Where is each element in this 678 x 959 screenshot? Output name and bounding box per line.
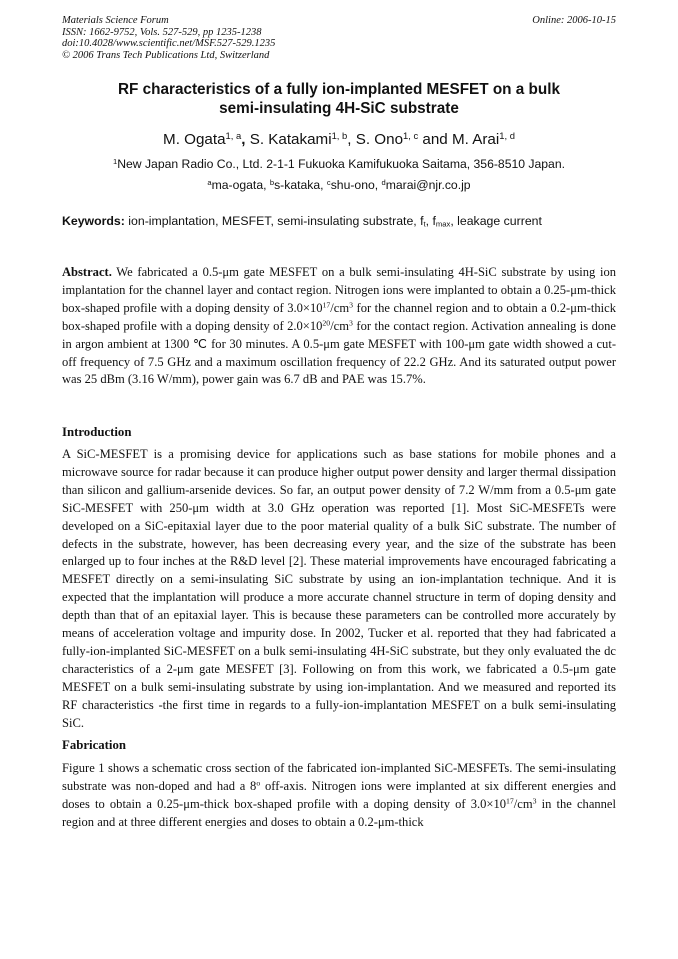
email-superscript: b: [269, 177, 275, 187]
abstract-superscript: 3: [349, 300, 354, 310]
author-emails: [62, 178, 616, 192]
abstract-label: Abstract.: [62, 265, 112, 279]
abstract-text: /cm: [330, 300, 350, 315]
keywords-subscript: max: [435, 219, 451, 229]
abstract-superscript: 17: [322, 300, 331, 310]
email: marai@njr.co.jp: [385, 178, 471, 192]
author-name: S. Ono: [355, 131, 404, 148]
author-name: S. Katakami: [249, 131, 332, 148]
abstract-text: for the contact region. Activation annealing is done in argon ambient at 1300 ℃ for 30 minutes. A 0.5-μm gate MESFET with 100-μm gate width showed a cut-off frequency of 7.5 GHz and a maximum oscillation frequency of 22.2 GHz. And its saturated output power was 25 dBm (3.16 W/mm), power gain was 6.7 dB and PAE was 15.7%.: [62, 318, 616, 387]
issn-line: ISSN: 1662-9752, Vols. 527-529, pp 1235-1238: [62, 26, 262, 38]
fabrication-text-part: Figure 1 shows a schematic cross section of the fabricated ion-implanted SiC-MESFETs. The semi-insulating substrate was non-doped and had a 8: [62, 761, 616, 793]
email: shu-ono,: [330, 178, 382, 192]
abstract-text: for the channel region and to obtain a 0.2-μm-thick box-shaped profile with a doping density of 2.0×10: [62, 300, 616, 333]
author-list: M. Ogata$^{1, a}$, S. Katakami$^{1, b}$, S. Ono$^{1, c}$ and M. Arai$^{1, d}$: [163, 129, 515, 148]
copyright-line: © 2006 Trans Tech Publications Ltd, Switzerland: [62, 49, 270, 61]
affiliation-text: New Japan Radio Co., Ltd. 2-1-1 Fukuoka Kamifukuoka Saitama, 356-8510 Japan.: [117, 157, 566, 171]
author-name: M. Arai: [451, 131, 500, 148]
keywords-text: ion-implantation, MESFET, semi-insulating substrate, f: [124, 214, 424, 228]
title-line-1: RF characteristics of a fully ion-implanted MESFET on a bulk: [118, 81, 560, 98]
author-superscript: 1, a: [225, 129, 242, 141]
journal-header: [62, 15, 275, 61]
fabrication-superscript: 3: [532, 796, 537, 806]
fabrication-heading: Fabrication: [62, 738, 126, 752]
email: ma-ogata,: [211, 178, 270, 192]
author-name: M. Ogata: [163, 131, 226, 148]
email-superscript: c: [326, 177, 331, 187]
email-superscript: a: [207, 177, 212, 187]
doi-line: doi:10.4028/www.scientific.net/MSF.527-529.1235: [62, 38, 276, 50]
affiliation: [62, 157, 616, 171]
abstract-text: /cm: [330, 318, 350, 333]
introduction-text: A SiC-MESFET is a promising device for applications such as base stations for mobile phones and a microwave source for radar because it can produce higher output power density and larger thermal dissipation than silicon and gallium-arsenide devices. So far, an output power density of 7.2 W/mm from a 0.5-μm gate SiC-MESFET with 250-μm width at 3.0 GHz operation was reported [1]. Most SiC-MESFETs were developed on a SiC-epitaxial layer due to the poor material quality of a bulk SiC substrate. The number of defects in the substrate, however, has been decreasing every year, and the size of the substrate has been enlarged up to four inches at the R&D level [2]. These material improvements have encouraged fabricating a MESFET directly on a semi-insulating SiC substrate by using an ion-implantation technique. And it is expected that the implantation will produce a more accurate channel structure in term of doping density and depth than that of an epitaxial layer. This is because these parameters can be controlled more accurately by means of acceleration voltage and impurity dose. In 2002, Tucker et al. reported that they had fabricated a fully-ion-implanted SiC-MESFET on a bulk semi-insulating 4H-SiC substrate, but they only evaluated the dc characteristics of a 2-μm gate MESFET [3]. Following on from this work, we fabricated a 0.5-μm gate MESFET on a bulk semi-insulating substrate by using ion-implantation. And we measured and reported its RF characteristics -the first time in regards to a fully-ion-implantation MESFET on a bulk semi-insulating SiC.: [62, 447, 616, 730]
keywords-subscript: t: [423, 219, 426, 229]
title-line-2: semi-insulating 4H-SiC substrate: [219, 100, 459, 117]
email: s-kataka,: [274, 178, 327, 192]
fabrication-text-part: off-axis. Nitrogen ions were implanted at six different energies and doses to obtain a 0.25-μm-thick box-shaped profile with a doping density of 3.0×10: [62, 778, 617, 811]
keywords-label: Keywords:: [62, 214, 125, 228]
email-superscript: d: [381, 177, 386, 187]
author-superscript: 1, b: [331, 129, 348, 141]
abstract: [62, 264, 616, 389]
fabrication-superscript: o: [256, 778, 261, 788]
keywords: [62, 214, 542, 228]
paper-title: [62, 80, 616, 118]
author-superscript: 1, c: [403, 129, 419, 141]
fabrication-superscript: 17: [506, 796, 514, 806]
abstract-text: We fabricated a 0.5-μm gate MESFET on a bulk semi-insulating 4H-SiC substrate by using ion implantation for the channel layer and contact region. Nitrogen ions were implanted to obtain a 0.25-μm-thick box-shaped profile with a doping density of 3.0×10: [62, 265, 616, 315]
abstract-superscript: 20: [322, 318, 331, 328]
fabrication-text-part: in the channel region and at three different energies and doses to obtain a 0.2-μm-thick: [62, 796, 616, 829]
abstract-superscript: 3: [349, 318, 353, 328]
keywords-text: , leakage current: [450, 214, 542, 228]
keywords-text: , f: [425, 214, 436, 228]
introduction-heading: Introduction: [62, 425, 132, 439]
fabrication-text: [62, 760, 616, 832]
affiliation-superscript: 1: [112, 156, 118, 166]
author-superscript: 1, d: [499, 129, 515, 141]
journal-name: Materials Science Forum: [62, 15, 169, 26]
fabrication-text-part: /cm: [513, 796, 533, 811]
online-date: Online: 2006-10-15: [532, 15, 616, 26]
